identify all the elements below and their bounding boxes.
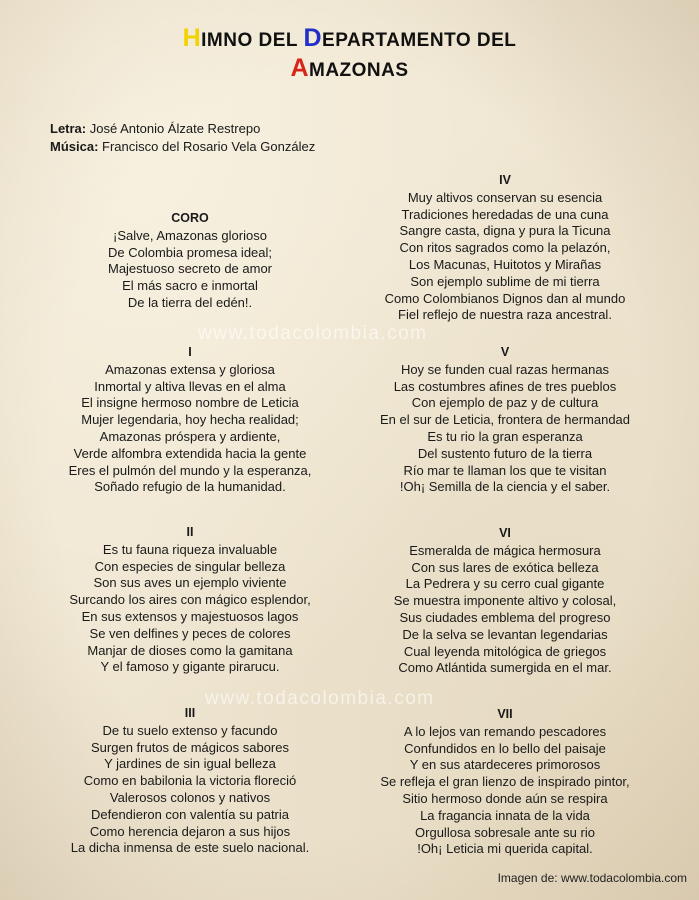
- lyrics-author: José Antonio Álzate Restrepo: [89, 121, 261, 136]
- verse-line: Sus ciudades emblema del progreso: [399, 609, 611, 625]
- verse-line: El más sacro e inmortal: [122, 278, 258, 294]
- verse-line: De la tierra del edén!.: [127, 294, 253, 310]
- verse-line: Las costumbres afines de tres pueblos: [393, 378, 617, 394]
- stanza-heading: II: [186, 525, 194, 539]
- music-label: Música:: [50, 139, 99, 154]
- verse-line: A lo lejos van remando pescadores: [403, 723, 607, 739]
- stanza-i: [40, 344, 340, 496]
- verse-line: Y jardines de sin igual belleza: [104, 756, 276, 772]
- verse-line: Como Atlántida sumergida en el mar.: [398, 660, 612, 676]
- verse-line: Son ejemplo sublime de mi tierra: [410, 273, 600, 289]
- verse-line: Como Colombianos Dignos dan al mundo: [384, 290, 626, 306]
- verse-line: Sangre casta, digna y pura la Ticuna: [399, 223, 611, 239]
- stanza-iv: [355, 172, 655, 324]
- stanza-vi: [355, 525, 655, 677]
- title-initial-h: H: [182, 24, 202, 52]
- verse-line: Soñado refugio de la humanidad.: [94, 479, 286, 495]
- verse-line: Tradiciones heredadas de una cuna: [401, 206, 609, 222]
- credits: [50, 120, 315, 156]
- verse-line: Verde alfombra extendida hacia la gente: [73, 445, 307, 461]
- verse-line: !Oh¡ Leticia mi querida capital.: [417, 841, 593, 857]
- image-source-credit: Imagen de: www.todacolombia.com: [497, 871, 687, 885]
- music-author: Francisco del Rosario Vela González: [102, 139, 316, 154]
- verse-line: Hoy se funden cual razas hermanas: [400, 361, 610, 377]
- verse-line: El insigne hermoso nombre de Leticia: [81, 395, 299, 411]
- verse-line: Cual leyenda mitológica de griegos: [403, 643, 607, 659]
- title-text-3: MAZONAS: [309, 60, 409, 81]
- verse-line: Amazonas extensa y gloriosa: [105, 361, 275, 377]
- verse-line: De tu suelo extenso y facundo: [102, 722, 278, 738]
- music-credit: [50, 138, 315, 156]
- verse-line: Sitio hermoso donde aún se respira: [402, 790, 608, 806]
- verse-line: Y en sus atardeceres primorosos: [409, 757, 601, 773]
- verse-line: Valerosos colonos y nativos: [109, 789, 271, 805]
- stanza-ii: [40, 524, 340, 676]
- verse-line: Con ritos sagrados como la pelazón,: [399, 240, 611, 256]
- verse-line: Como en babilonia la victoria floreció: [83, 773, 297, 789]
- verse-line: Los Macunas, Huitotos y Mirañas: [408, 256, 602, 272]
- stanza-coro: [40, 210, 340, 312]
- stanza-v: [355, 344, 655, 496]
- verse-line: Es tu rio la gran esperanza: [427, 428, 583, 444]
- verse-line: De la selva se levantan legendarias: [402, 626, 608, 642]
- stanza-heading: CORO: [171, 211, 209, 225]
- verse-line: Fiel reflejo de nuestra raza ancestral.: [398, 307, 612, 323]
- verse-line: En sus extensos y majestuosos lagos: [81, 608, 299, 624]
- lyrics-credit: [50, 120, 315, 138]
- verse-line: Se muestra imponente altivo y colosal,: [393, 593, 617, 609]
- stanza-iii: [40, 705, 340, 857]
- stanza-heading: I: [188, 345, 192, 359]
- verse-line: Esmeralda de mágica hermosura: [409, 542, 601, 558]
- verse-line: Surgen frutos de mágicos sabores: [91, 739, 289, 755]
- verse-line: Con especies de singular belleza: [94, 558, 286, 574]
- title-initial-a: A: [290, 54, 309, 82]
- verse-line: Río mar te llaman los que te visitan: [403, 462, 607, 478]
- verse-line: Orgullosa sobresale ante su rio: [415, 824, 595, 840]
- verse-line: Y el famoso y gigante pirarucu.: [100, 659, 280, 675]
- stanza-heading: IV: [499, 173, 511, 187]
- verse-line: Confundidos en lo bello del paisaje: [404, 740, 606, 756]
- verse-line: !Oh¡ Semilla de la ciencia y el saber.: [399, 479, 611, 495]
- verse-line: Majestuoso secreto de amor: [107, 261, 273, 277]
- verse-line: Se refleja el gran lienzo de inspirado pintor,: [380, 774, 630, 790]
- title-text-2: EPARTAMENTO DEL: [322, 30, 517, 51]
- verse-line: Es tu fauna riqueza invaluable: [102, 541, 278, 557]
- verse-line: La fragancia innata de la vida: [420, 807, 590, 823]
- verse-line: Con ejemplo de paz y de cultura: [411, 395, 599, 411]
- verse-line: De Colombia promesa ideal;: [107, 244, 273, 260]
- title-initial-d: D: [303, 24, 323, 52]
- verse-line: En el sur de Leticia, frontera de hermandad: [379, 412, 631, 428]
- watermark-1: www.todacolombia.com: [198, 323, 428, 344]
- stanza-heading: III: [184, 706, 196, 720]
- anthem-title-line-1: [0, 24, 699, 53]
- verse-line: Como herencia dejaron a sus hijos: [89, 823, 291, 839]
- verse-line: Defendieron con valentía su patria: [90, 806, 289, 822]
- verse-line: ¡Salve, Amazonas glorioso: [113, 227, 267, 243]
- anthem-title-line-2: [0, 54, 699, 83]
- stanza-heading: VII: [497, 707, 513, 721]
- stanza-heading: VI: [499, 526, 511, 540]
- verse-line: Inmortal y altiva llevas en el alma: [94, 378, 286, 394]
- watermark-2: www.todacolombia.com: [205, 688, 435, 709]
- verse-line: La dicha inmensa de este suelo nacional.: [70, 840, 310, 856]
- verse-line: Amazonas próspera y ardiente,: [99, 428, 281, 444]
- stanza-heading: V: [500, 345, 510, 359]
- verse-line: Eres el pulmón del mundo y la esperanza,: [68, 462, 312, 478]
- verse-line: Son sus aves un ejemplo viviente: [93, 575, 287, 591]
- verse-line: Se ven delfines y peces de colores: [89, 625, 291, 641]
- verse-line: La Pedrera y su cerro cual gigante: [405, 576, 605, 592]
- stanza-vii: [355, 706, 655, 858]
- verse-line: Manjar de dioses como la gamitana: [87, 642, 293, 658]
- verse-line: Surcando los aires con mágico esplendor,: [69, 592, 311, 608]
- verse-line: Del sustento futuro de la tierra: [417, 445, 593, 461]
- lyrics-label: Letra:: [50, 121, 87, 136]
- verse-line: Muy altivos conservan su esencia: [407, 189, 603, 205]
- title-text-1: IMNO DEL: [201, 30, 304, 51]
- verse-line: Mujer legendaria, hoy hecha realidad;: [81, 412, 299, 428]
- verse-line: Con sus lares de exótica belleza: [411, 559, 599, 575]
